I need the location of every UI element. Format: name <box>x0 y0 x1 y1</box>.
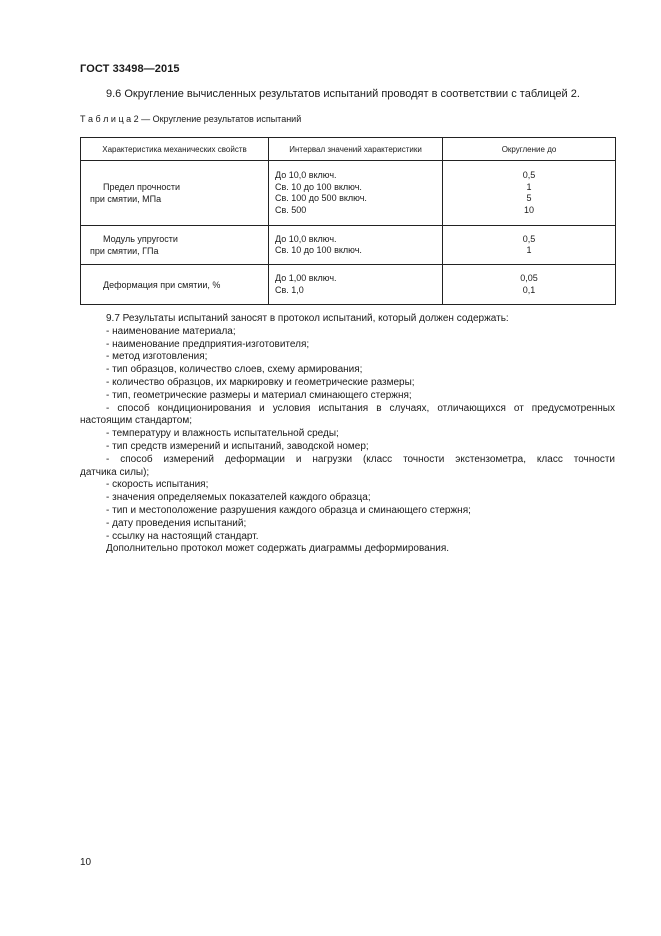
rounding-value: 10 <box>523 204 534 215</box>
clause-9-6: 9.6 Округление вычисленных результатов испытаний проводят в соответствии с таблицей 2. <box>106 88 580 100</box>
rounding-value: 1 <box>526 181 532 192</box>
list-item: - способ кондиционирования и условия испытания в случаях, отличающихся от предусмотренных <box>106 402 615 414</box>
interval-line: Св. 500 <box>275 204 307 215</box>
list-item-continuation: настоящим стандартом; <box>80 415 192 427</box>
table-row <box>81 265 616 305</box>
rounding-value: 0,05 <box>520 273 538 283</box>
document-code: ГОСТ 33498—2015 <box>80 63 180 75</box>
property-cell <box>81 265 269 305</box>
interval-cell <box>269 161 443 226</box>
table-header-row <box>81 138 616 161</box>
interval-line: До 1,00 включ. <box>275 273 337 283</box>
rounding-value: 0,1 <box>522 284 536 295</box>
list-item: - температуру и влажность испытательной среды; <box>106 428 339 440</box>
property-cell <box>81 226 269 265</box>
interval-cell <box>269 265 443 305</box>
interval-line: До 10,0 включ. <box>275 233 337 244</box>
list-item: - дату проведения испытаний; <box>106 517 247 529</box>
list-item: - ссылку на настоящий стандарт. <box>106 530 259 542</box>
header-property: Характеристика механических свойств <box>81 138 269 161</box>
table-row <box>81 161 616 226</box>
list-item: - тип средств измерений и испытаний, заводской номер; <box>106 440 369 452</box>
property-cell <box>81 161 269 226</box>
list-item: - значения определяемых показателей каждого образца; <box>106 492 371 504</box>
list-item: - метод изготовления; <box>106 351 208 363</box>
interval-line: Св. 10 до 100 включ. <box>275 245 362 255</box>
property-line: при смятии, МПа <box>90 194 162 204</box>
interval-line: Св. 100 до 500 включ. <box>275 193 367 203</box>
interval-line: Св. 1,0 <box>275 284 304 295</box>
rounding-table <box>80 137 616 305</box>
page-number: 10 <box>80 857 92 868</box>
list-item: - тип и местоположение разрушения каждого образца и сминающего стержня; <box>106 504 471 516</box>
header-interval: Интервал значений характеристики <box>269 138 443 161</box>
list-item: - наименование материала; <box>106 325 236 337</box>
property-line: при смятии, ГПа <box>90 246 159 256</box>
list-item-continuation: датчика силы); <box>80 466 150 478</box>
table-caption: Т а б л и ц а 2 — Округление результатов испытаний <box>80 114 302 124</box>
list-item: - тип образцов, количество слоев, схему армирования; <box>106 364 363 376</box>
rounding-cell <box>443 265 616 305</box>
clause-9-7 <box>80 313 615 556</box>
list-item: - скорость испытания; <box>106 479 209 491</box>
table-row <box>81 226 616 265</box>
rounding-value: 1 <box>526 245 532 255</box>
clause-9-7-intro: 9.7 Результаты испытаний заносят в протокол испытаний, который должен содержать: <box>106 313 509 324</box>
list-item: - наименование предприятия-изготовителя; <box>106 338 310 350</box>
property-line: Предел прочности <box>103 182 180 192</box>
list-item: - тип, геометрические размеры и материал сминающего стержня; <box>106 389 412 401</box>
clause-9-7-closing: Дополнительно протокол может содержать диаграммы деформирования. <box>106 543 450 555</box>
rounding-cell <box>443 226 616 265</box>
rounding-value: 0,5 <box>522 170 536 180</box>
list-item: - количество образцов, их маркировку и геометрические размеры; <box>106 376 415 388</box>
interval-line: До 10,0 включ. <box>275 170 337 180</box>
property-line: Модуль упругости <box>103 234 178 244</box>
rounding-value: 0,5 <box>522 233 536 244</box>
header-rounding: Округление до <box>443 138 616 161</box>
list-item: - способ измерений деформации и нагрузки (класс точности экстензометра, класс точности <box>106 453 615 465</box>
interval-cell <box>269 226 443 265</box>
rounding-value: 5 <box>526 193 532 203</box>
rounding-cell <box>443 161 616 226</box>
interval-line: Св. 10 до 100 включ. <box>275 181 362 192</box>
property-line: Деформация при смятии, % <box>103 279 221 290</box>
